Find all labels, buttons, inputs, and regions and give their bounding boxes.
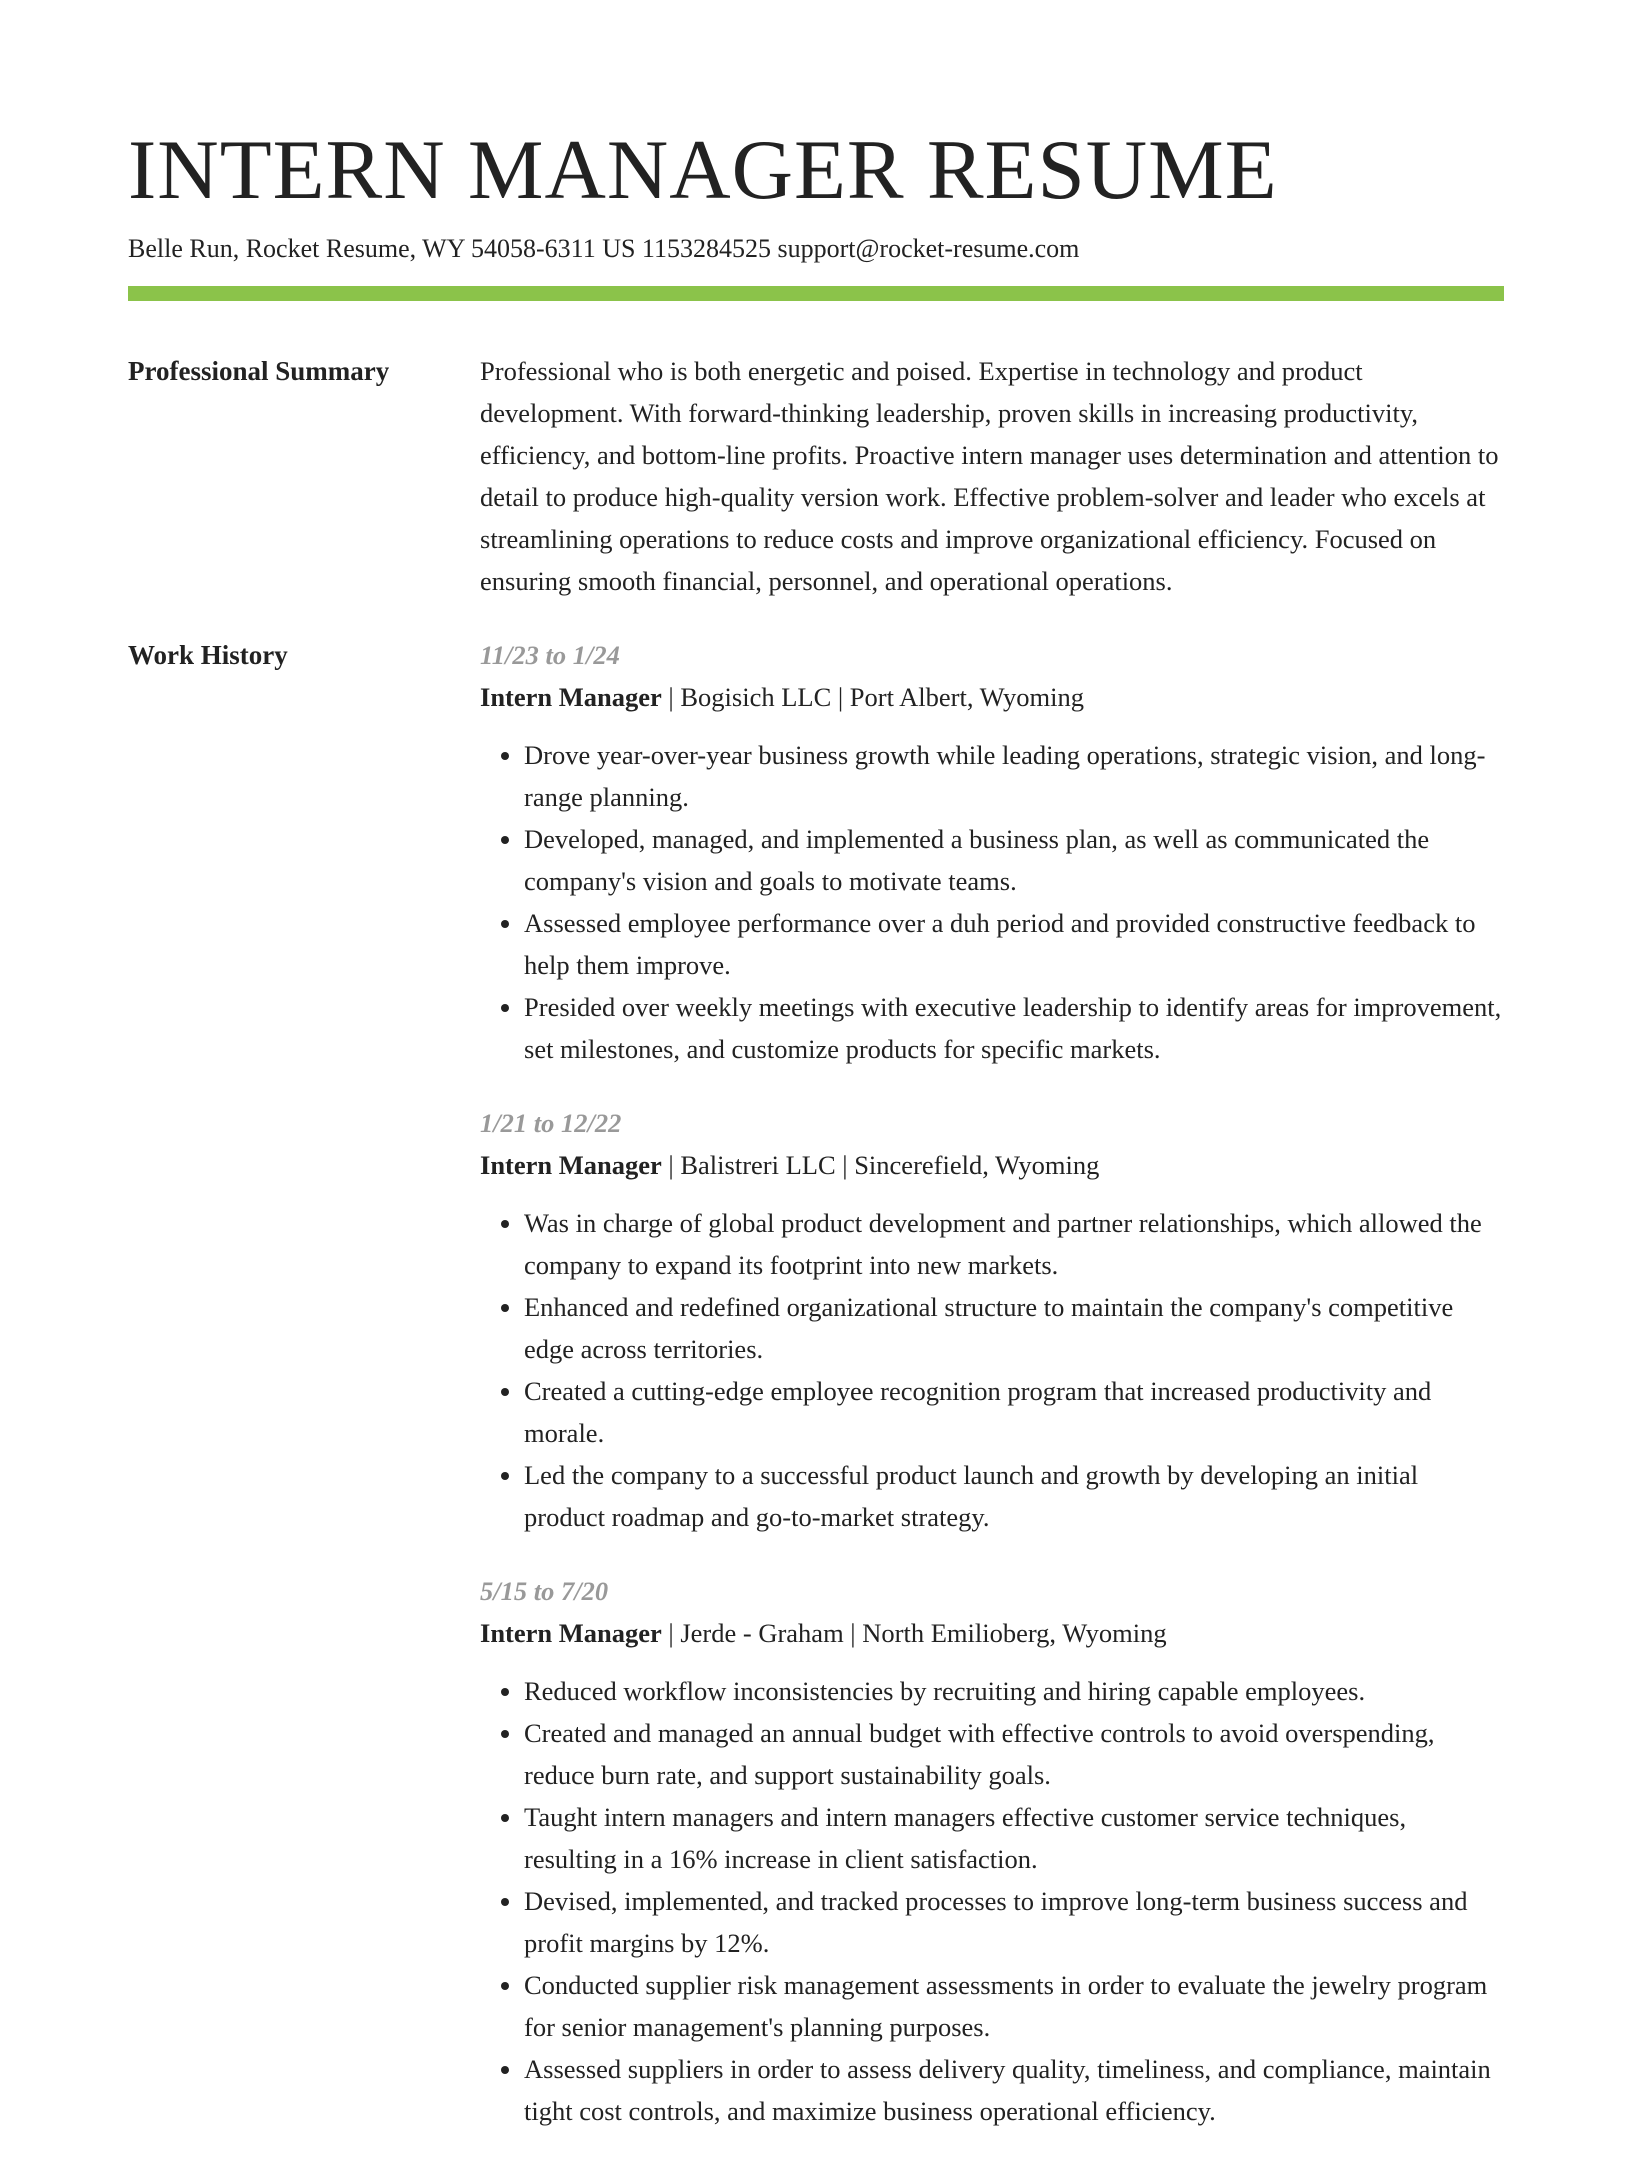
job-bullet: • Developed, managed, and implemented a business plan, as well as communicated the company's vision and goals to motivate teams. <box>524 818 1504 902</box>
job-entry <box>480 634 1504 1070</box>
work-history-section <box>480 634 1504 2164</box>
job-dates: 5/15 to 7/20 <box>480 1576 609 1606</box>
job-title: Intern Manager <box>480 1150 662 1180</box>
job-details: | Jerde - Graham | North Emilioberg, Wyoming <box>661 1618 1167 1648</box>
job-heading <box>480 1612 1504 1654</box>
job-bullet: • Created a cutting-edge employee recognition program that increased productivity and morale. <box>524 1370 1504 1454</box>
summary-text: Professional who is both energetic and poised. Expertise in technology and product development. With forward-thinking leadership, proven skills in increasing productivity, efficiency, and bottom-line profits. Proactive intern manager uses determination and attention to detail to produce high-quality version work. Effective problem-solver and leader who excels at streamlining operations to reduce costs and improve organizational efficiency. Focused on ensuring smooth financial, personnel, and operational operations. <box>480 356 1499 596</box>
job-bullet: • Was in charge of global product development and partner relationships, which allowed the company to expand its footprint into new markets. <box>524 1202 1504 1286</box>
job-bullet: • Conducted supplier risk management assessments in order to evaluate the jewelry program for senior management's planning purposes. <box>524 1964 1504 2048</box>
job-bullet: • Led the company to a successful product launch and growth by developing an initial product roadmap and go-to-market strategy. <box>524 1454 1504 1538</box>
job-bullets <box>480 734 1504 1070</box>
job-dates: 1/21 to 12/22 <box>480 1108 622 1138</box>
job-bullet: • Devised, implemented, and tracked processes to improve long-term business success and profit margins by 12%. <box>524 1880 1504 1964</box>
job-entry <box>480 1102 1504 1538</box>
job-bullet: • Taught intern managers and intern managers effective customer service techniques, resulting in a 16% increase in client satisfaction. <box>524 1796 1504 1880</box>
job-details: | Balistreri LLC | Sincerefield, Wyoming <box>661 1150 1100 1180</box>
job-heading <box>480 676 1504 718</box>
job-title: Intern Manager <box>480 1618 662 1648</box>
job-heading <box>480 1144 1504 1186</box>
job-details: | Bogisich LLC | Port Albert, Wyoming <box>661 682 1085 712</box>
contact-line: Belle Run, Rocket Resume, WY 54058-6311 US 1153284525 support@rocket-resume.com <box>128 234 1080 263</box>
job-bullet: • Created and managed an annual budget with effective controls to avoid overspending, reduce burn rate, and support sustainability goals. <box>524 1712 1504 1796</box>
job-bullet: • Presided over weekly meetings with executive leadership to identify areas for improvement, set milestones, and customize products for specific markets. <box>524 986 1504 1070</box>
job-bullet: • Drove year-over-year business growth while leading operations, strategic vision, and long-range planning. <box>524 734 1504 818</box>
job-bullet: • Reduced workflow inconsistencies by recruiting and hiring capable employees. <box>524 1670 1504 1712</box>
job-entry <box>480 1570 1504 2132</box>
job-bullets <box>480 1670 1504 2132</box>
job-bullets <box>480 1202 1504 1538</box>
accent-divider <box>128 286 1504 301</box>
summary-section <box>480 350 1504 602</box>
job-dates: 11/23 to 1/24 <box>480 640 620 670</box>
job-bullet: • Enhanced and redefined organizational structure to maintain the company's competitive edge across territories. <box>524 1286 1504 1370</box>
resume-title: INTERN MANAGER RESUME <box>128 123 1278 217</box>
job-bullet: • Assessed suppliers in order to assess delivery quality, timeliness, and compliance, maintain tight cost controls, and maximize business operational efficiency. <box>524 2048 1504 2132</box>
job-title: Intern Manager <box>480 682 662 712</box>
work-history-heading: Work History <box>128 640 288 670</box>
job-bullet: • Assessed employee performance over a duh period and provided constructive feedback to help them improve. <box>524 902 1504 986</box>
summary-heading: Professional Summary <box>128 356 390 386</box>
